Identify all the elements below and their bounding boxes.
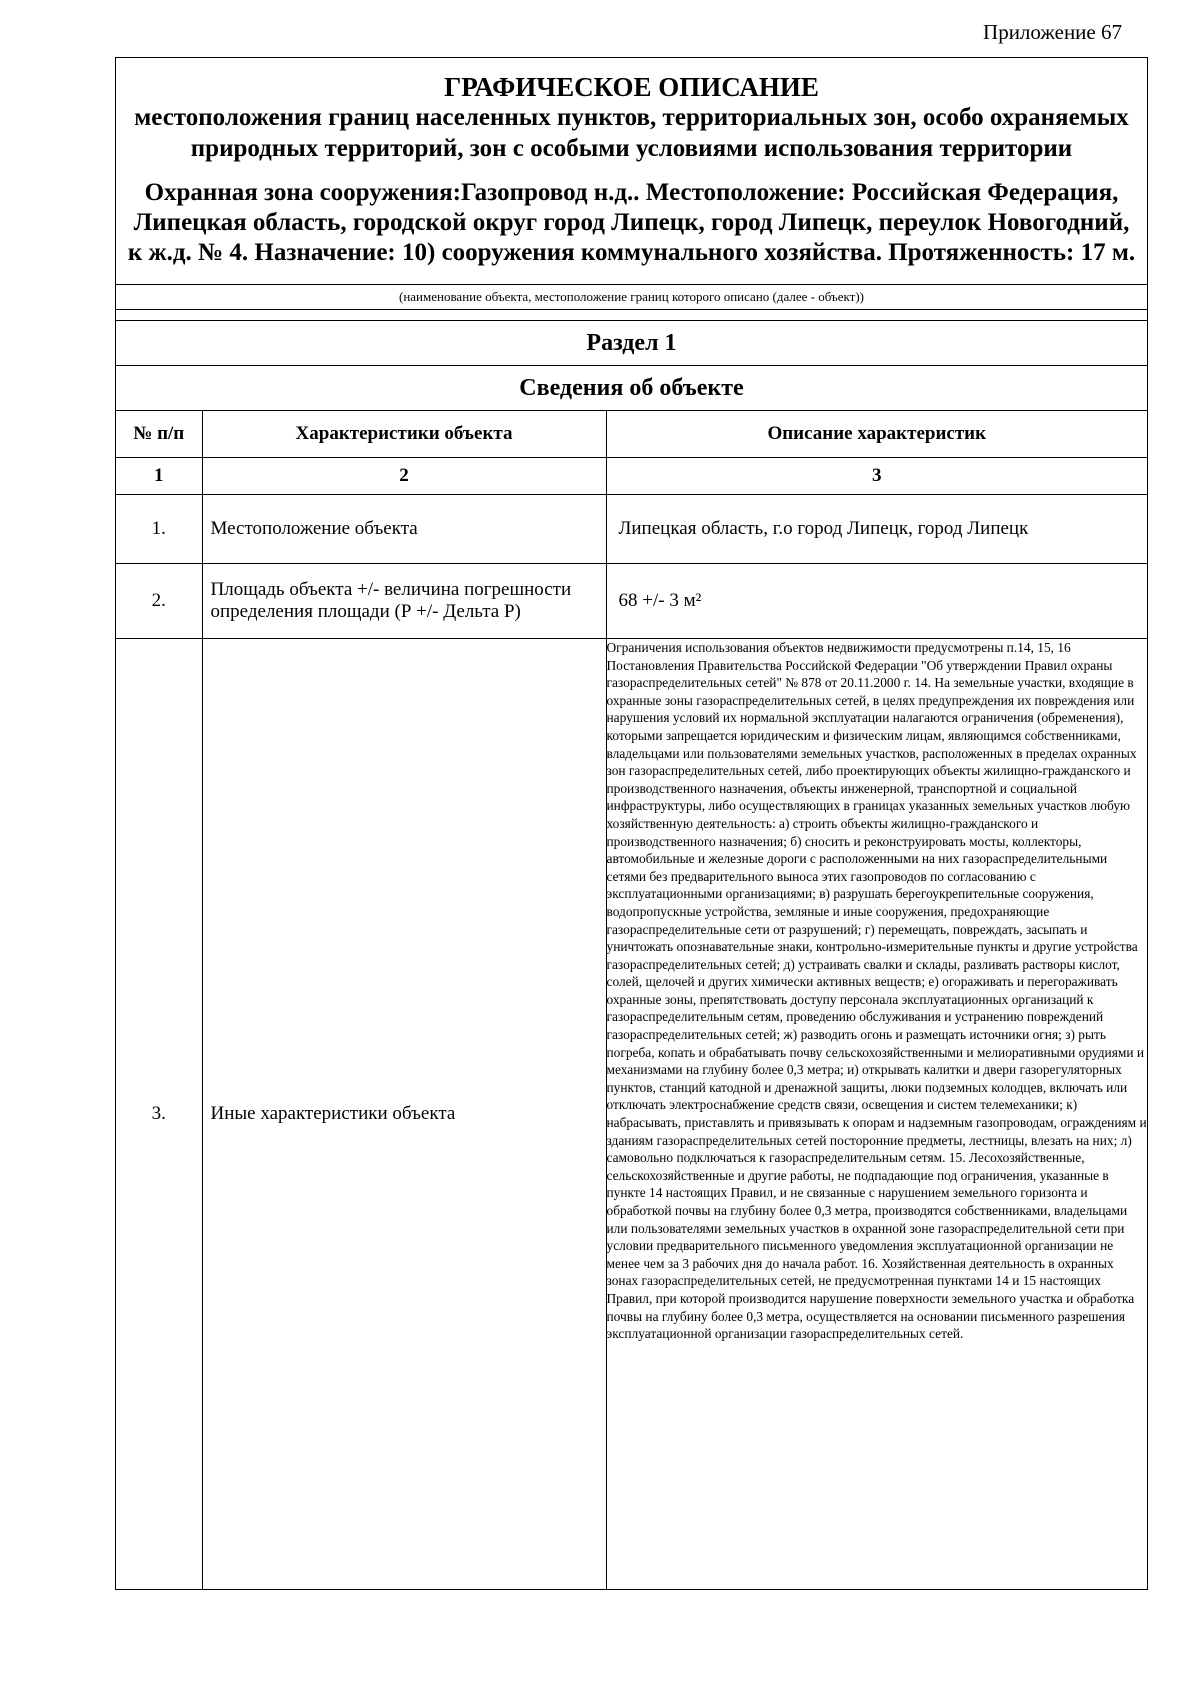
document-frame xyxy=(115,57,1148,1590)
table-header-row xyxy=(116,411,1147,458)
row-description: 68 +/- 3 м² xyxy=(606,564,1147,639)
row-description-restrictions: Ограничения использования объектов недвижимости предусмотрены п.14, 15, 16 Постановления Правительства Российской Федерации "Об утверждении Правил охраны газораспределительных сетей" № 878 от 20.11.2000 г. 14. На земельные участки, входящие в охранные зоны газораспределительных сетей, в целях предупреждения их повреждения или нарушения условий их нормальной эксплуатации налагаются ограничения (обременения), которыми запрещается юридическим и физическим лицам, являющимся собственниками, владельцами или пользователями земельных участков, расположенных в пределах охранных зон газораспределительных сетей, либо проектирующих объекты жилищно-гражданского и производственного назначения, объекты инженерной, транспортной и социальной инфраструктуры, либо осуществляющих в границах указанных земельных участков любую хозяйственную деятельность: а) строить объекты жилищно-гражданского и производственного назначения; б) сносить и реконструировать мосты, коллекторы, автомобильные и железные дороги с расположенными на них газораспределительными сетями без предварительного выноса этих газопроводов по согласованию с эксплуатационными организациями; в) разрушать берегоукрепительные сооружения, водопропускные устройства, земляные и иные сооружения, предохраняющие газораспределительные сети от разрушений; г) перемещать, повреждать, засыпать и уничтожать опознавательные знаки, контрольно-измерительные пункты и другие устройства газораспределительных сетей; д) устраивать свалки и склады, разливать растворы кислот, солей, щелочей и других химически активных веществ; е) огораживать и перегораживать охранные зоны, препятствовать доступу персонала эксплуатационных организаций к газораспределительным сетям, проведению обслуживания и устранению повреждений газораспределительных сетей; ж) разводить огонь и размещать источники огня; з) рыть погреба, копать и обрабатывать почву сельскохозяйственными и мелиоративными орудиями и механизмами на глубину более 0,3 метра; и) открывать калитки и двери газорегуляторных пунктов, станций катодной и дренажной защиты, люки подземных колодцев, включать или отключать электроснабжение средств связи, освещения и систем телемеханики; к) набрасывать, приставлять и привязывать к опорам и надземным газопроводам, ограждениям и зданиям газораспределительных сетей посторонние предметы, лестницы, влезать на них; л) самовольно подключаться к газораспределительным сетям. 15. Лесохозяйственные, сельскохозяйственные и другие работы, не подпадающие под ограничения, указанные в пункте 14 настоящих Правил, и не связанные с нарушением земельного горизонта и обработкой почвы на глубину более 0,3 метра, производятся собственниками, владельцами или пользователями земельных участков в охранной зоне газораспределительной сети при условии предварительного письменного уведомления эксплуатационной организации не менее чем за 3 рабочих дня до начала работ. 16. Хозяйственная деятельность в охранных зонах газораспределительных сетей, не предусмотренная пунктами 14 и 15 настоящих Правил, при которой производится нарушение поверхности земельного участка и обработка почвы на глубину более 0,3 метра, осуществляется на основании письменного разрешения эксплуатационной организации газораспределительных сетей. xyxy=(606,639,1147,1590)
row-description: Липецкая область, г.о город Липецк, город Липецк xyxy=(606,495,1147,564)
row-number: 2. xyxy=(116,564,202,639)
object-caption: (наименование объекта, местоположение границ которого описано (далее - объект)) xyxy=(116,284,1147,310)
index-cell: 3 xyxy=(606,458,1147,495)
index-cell: 1 xyxy=(116,458,202,495)
section-title: Сведения об объекте xyxy=(116,365,1147,410)
object-info-table xyxy=(116,410,1147,1589)
row-characteristic: Площадь объекта +/- величина погрешности определения площади (Р +/- Дельта Р) xyxy=(202,564,606,639)
table-row xyxy=(116,564,1147,639)
object-name: Охранная зона сооружения:Газопровод н.д.. Местоположение: Российская Федерация, Липецкая область, городской округ город Липецк, город Липецк, переулок Новогодний, к ж.д. № 4. Назначение: 10) сооружения коммунального хозяйства. Протяженность: 17 м. xyxy=(127,179,1136,266)
index-cell: 2 xyxy=(202,458,606,495)
header-number: № п/п xyxy=(116,411,202,458)
row-characteristic: Местоположение объекта xyxy=(202,495,606,564)
table-row xyxy=(116,495,1147,564)
document-header xyxy=(116,58,1147,278)
appendix-label: Приложение 67 xyxy=(983,20,1122,44)
header-characteristic: Характеристики объекта xyxy=(202,411,606,458)
header-description: Описание характеристик xyxy=(606,411,1147,458)
document-title: ГРАФИЧЕСКОЕ ОПИСАНИЕ xyxy=(444,72,819,102)
table-index-row xyxy=(116,458,1147,495)
row-characteristic: Иные характеристики объекта xyxy=(202,639,606,1590)
table-row xyxy=(116,639,1147,1590)
section-label: Раздел 1 xyxy=(116,320,1147,365)
row-number: 3. xyxy=(116,639,202,1590)
row-number: 1. xyxy=(116,495,202,564)
document-subtitle: местоположения границ населенных пунктов, территориальных зон, особо охраняемых природных территорий, зон с особыми условиями использования территории xyxy=(134,104,1129,162)
